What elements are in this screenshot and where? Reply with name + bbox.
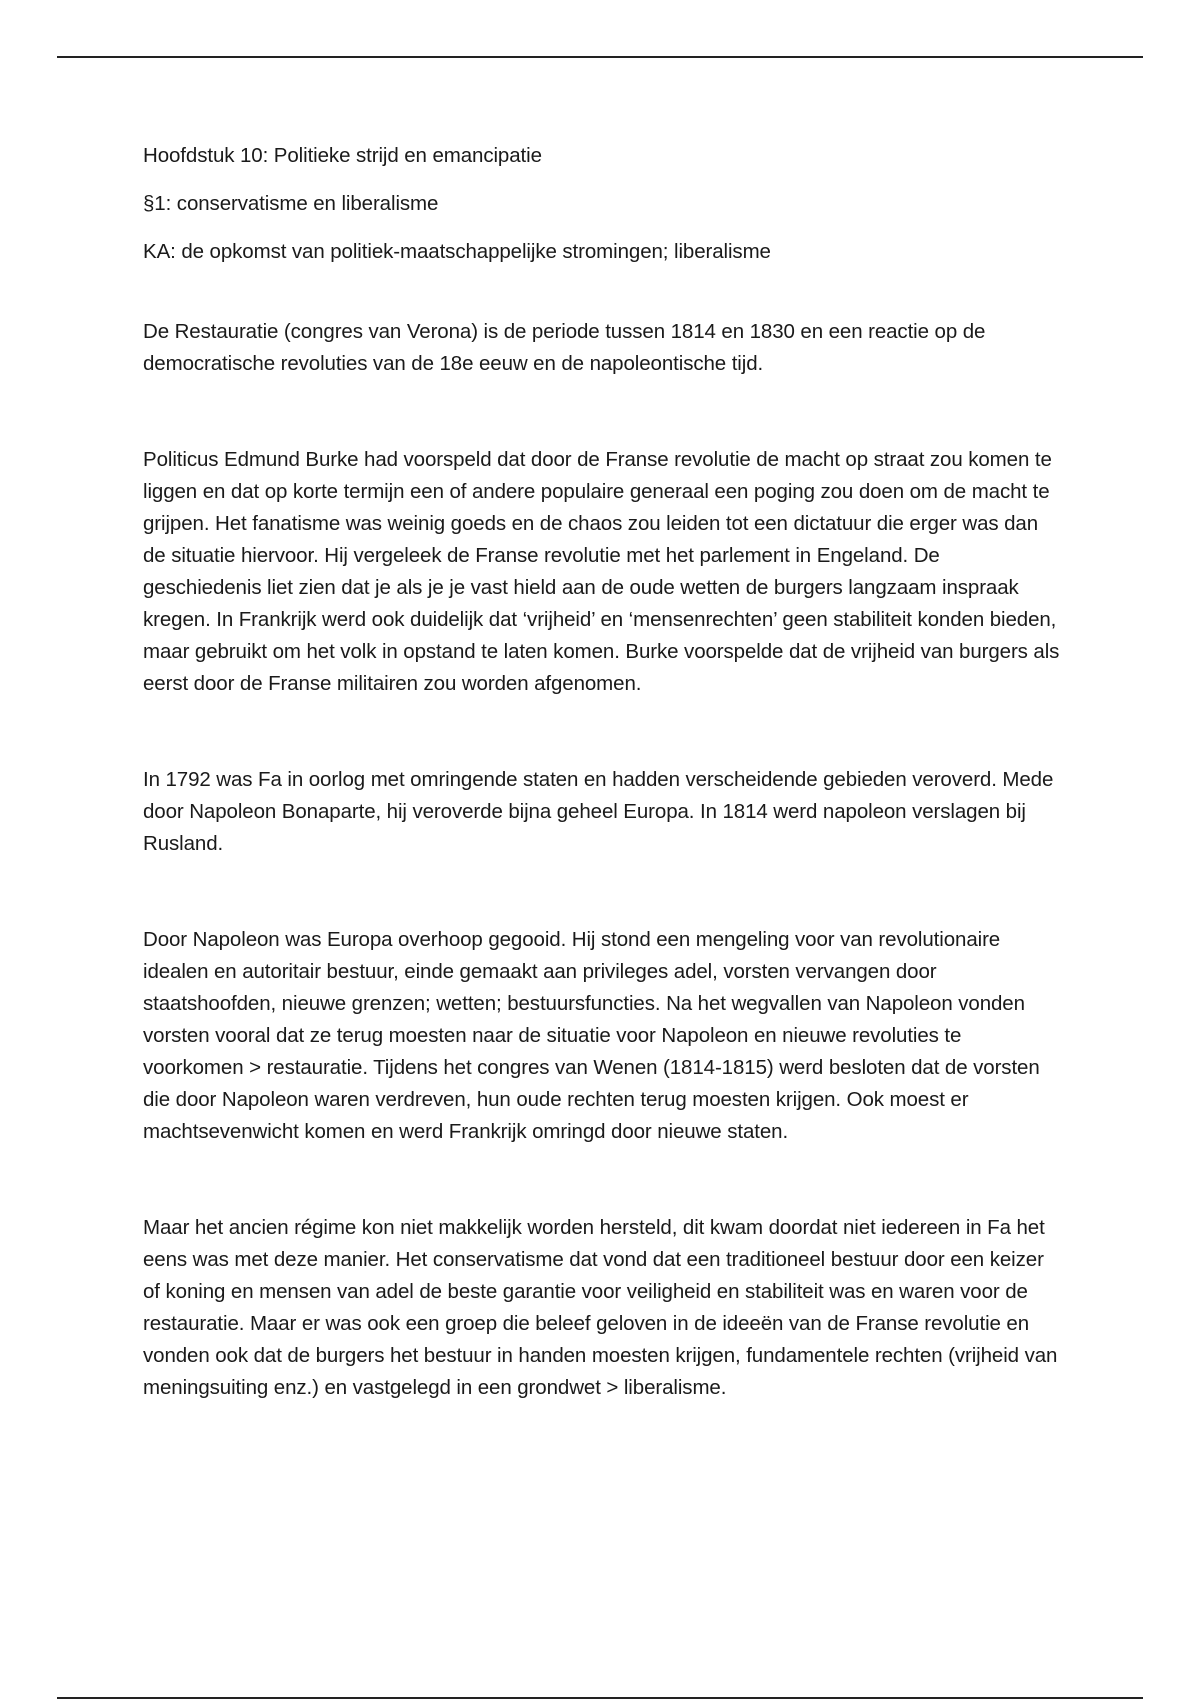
page-header-rule [57,56,1143,58]
paragraph-1792: In 1792 was Fa in oorlog met omringende staten en hadden verscheidende gebieden veroverd. Mede door Napoleon Bonaparte, hij veroverde bijna geheel Europa. In 1814 werd napoleon verslagen bij Rusland. [143,768,1054,855]
key-concept-line: KA: de opkomst van politiek-maatschappelijke stromingen; liberalisme [143,240,771,263]
document-body [143,140,1063,1468]
paragraph-ancien-regime: Maar het ancien régime kon niet makkelijk worden hersteld, dit kwam doordat niet iedereen in Fa het eens was met deze manier. Het conservatisme dat vond dat een traditioneel bestuur door een keizer of koning en mensen van adel de beste garantie voor veiligheid en stabiliteit was en waren voor de restauratie. Maar er was ook een groep die beleef geloven in de ideeën van de Franse revolutie en vonden ook dat de burgers het bestuur in handen moesten krijgen, fundamentele rechten (vrijheid van meningsuiting enz.) en vastgelegd in een grondwet > liberalisme. [143,1216,1058,1399]
heading-group [143,140,1063,268]
paragraph-restauratie: De Restauratie (congres van Verona) is de periode tussen 1814 en 1830 en een reactie op de democratische revoluties van de 18e eeuw en de napoleontische tijd. [143,320,986,375]
chapter-title: Hoofdstuk 10: Politieke strijd en emancipatie [143,144,542,167]
page-footer-rule [57,1697,1143,1699]
paragraph-napoleon: Door Napoleon was Europa overhoop gegooid. Hij stond een mengeling voor van revolutionaire idealen en autoritair bestuur, einde gemaakt aan privileges adel, vorsten vervangen door staatshoofden, nieuwe grenzen; wetten; bestuursfuncties. Na het wegvallen van Napoleon vonden vorsten vooral dat ze terug moesten naar de situatie voor Napoleon en nieuwe revoluties te voorkomen > restauratie. Tijdens het congres van Wenen (1814-1815) werd besloten dat de vorsten die door Napoleon waren verdreven, hun oude rechten terug moesten krijgen. Ook moest er machtsevenwicht komen en werd Frankrijk omringd door nieuwe staten. [143,928,1040,1143]
paragraph-burke: Politicus Edmund Burke had voorspeld dat door de Franse revolutie de macht op straat zou komen te liggen en dat op korte termijn een of andere populaire generaal een poging zou doen om de macht te grijpen. Het fanatisme was weinig goeds en de chaos zou leiden tot een dictatuur die erger was dan de situatie hiervoor. Hij vergeleek de Franse revolutie met het parlement in Engeland. De geschiedenis liet zien dat je als je je vast hield aan de oude wetten de burgers langzaam inspraak kregen. In Frankrijk werd ook duidelijk dat ‘vrijheid’ en ‘mensenrechten’ geen stabiliteit konden bieden, maar gebruikt om het volk in opstand te laten komen. Burke voorspelde dat de vrijheid van burgers als eerst door de Franse militairen zou worden afgenomen. [143,448,1060,695]
section-title: §1: conservatisme en liberalisme [143,192,439,215]
